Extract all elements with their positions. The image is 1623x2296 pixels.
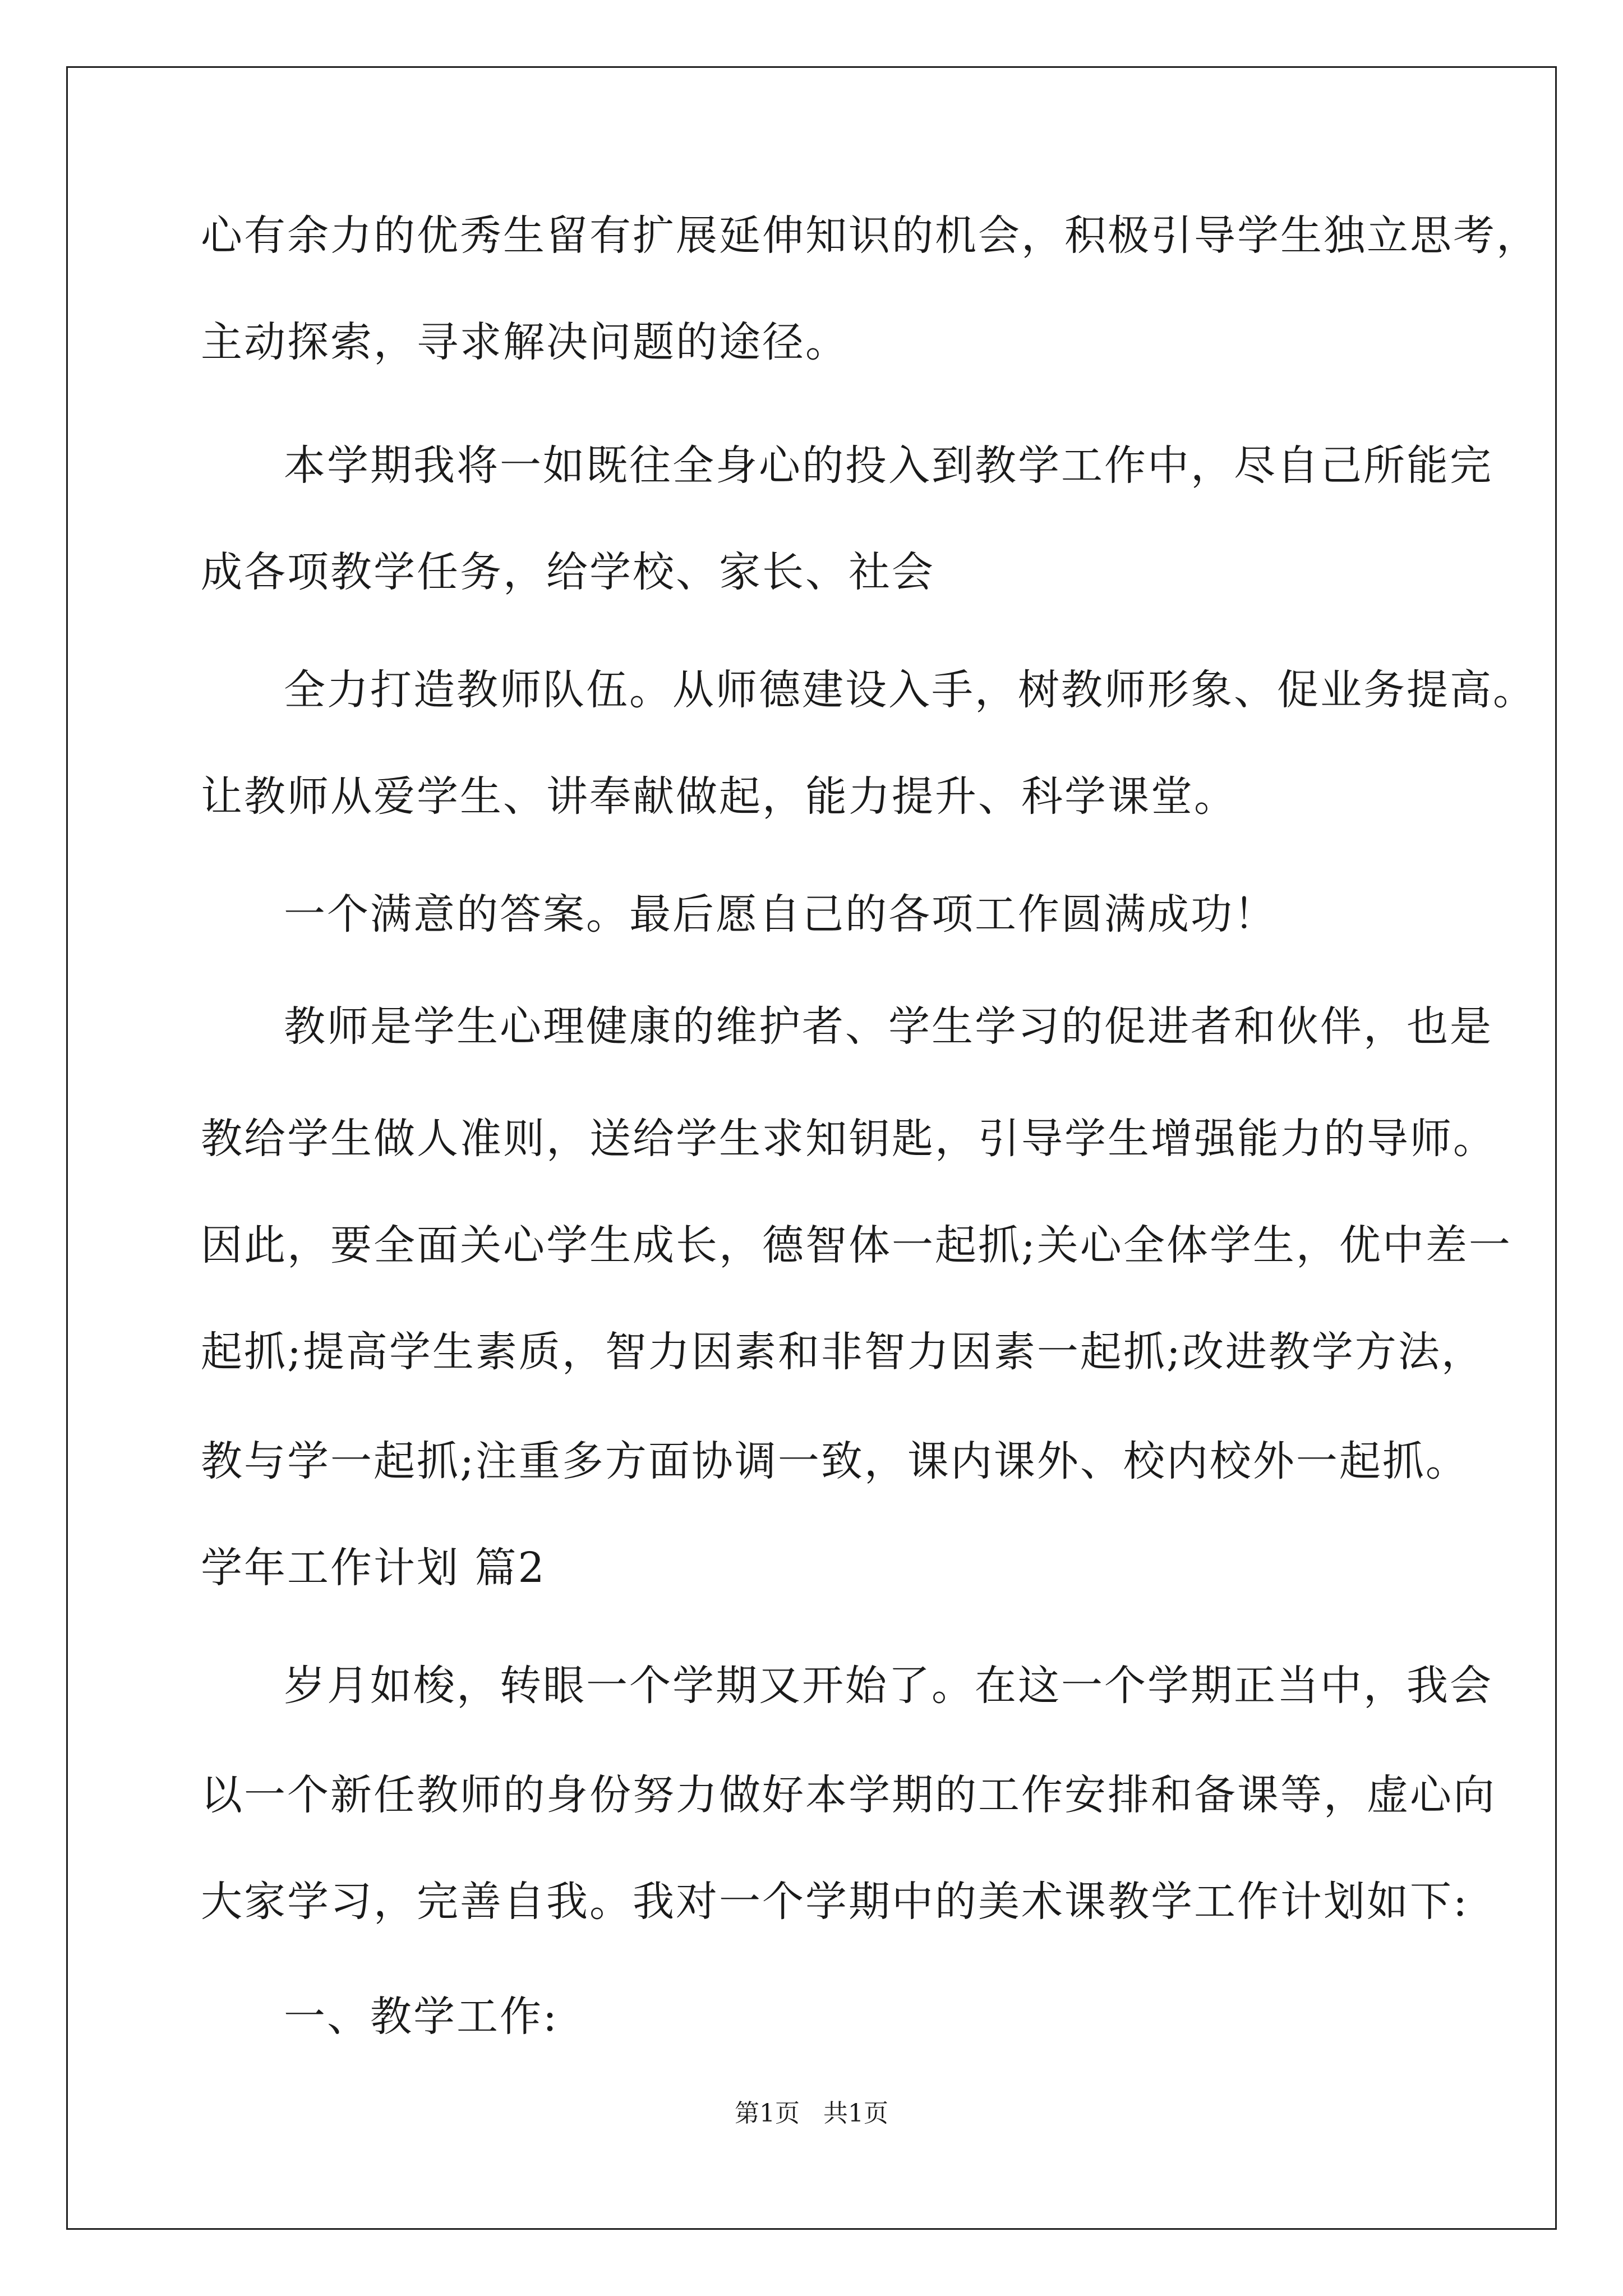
- text-line-3: 本学期我将一如既往全身心的投入到教学工作中，尽自己所能完: [284, 441, 1493, 490]
- text-line-8: 教师是学生心理健康的维护者、学生学习的促进者和伙伴，也是: [284, 1002, 1493, 1051]
- page-number: 第1页: [735, 2099, 800, 2128]
- section-heading: 学年工作计划 篇2: [201, 1544, 546, 1592]
- text-line-2: 主动探索，寻求解决问题的途径。: [201, 318, 849, 366]
- text-line-11: 起抓;提高学生素质，智力因素和非智力因素一起抓;改进教学方法，: [201, 1328, 1484, 1376]
- text-line-1: 心有余力的优秀生留有扩展延伸知识的机会，积极引导学生独立思考，: [201, 211, 1539, 260]
- text-line-7: 一个满意的答案。最后愿自己的各项工作圆满成功！: [284, 890, 1277, 938]
- page-footer: [0, 2097, 1623, 2131]
- text-line-12: 教与学一起抓;注重多方面协调一致，课内课外、校内校外一起抓。: [201, 1437, 1469, 1485]
- text-line-4: 成各项教学任务，给学校、家长、社会: [201, 548, 935, 596]
- text-line-15: 以一个新任教师的身份努力做好本学期的工作安排和备课等，虚心向: [201, 1771, 1496, 1819]
- page-total: 共1页: [823, 2099, 888, 2128]
- text-line-10: 因此，要全面关心学生成长，德智体一起抓;关心全体学生，优中差一: [201, 1221, 1512, 1269]
- text-line-5: 全力打造教师队伍。从师德建设入手，树教师形象、促业务提高。: [284, 666, 1536, 714]
- text-line-14: 岁月如梭，转眼一个学期又开始了。在这一个学期正当中，我会: [284, 1662, 1493, 1710]
- text-line-9: 教给学生做人准则，送给学生求知钥匙，引导学生增强能力的导师。: [201, 1115, 1496, 1163]
- text-line-17: 一、教学工作:: [284, 1993, 559, 2041]
- text-line-6: 让教师从爱学生、讲奉献做起，能力提升、科学课堂。: [201, 772, 1237, 821]
- text-line-16: 大家学习，完善自我。我对一个学期中的美术课教学工作计划如下:: [201, 1878, 1469, 1926]
